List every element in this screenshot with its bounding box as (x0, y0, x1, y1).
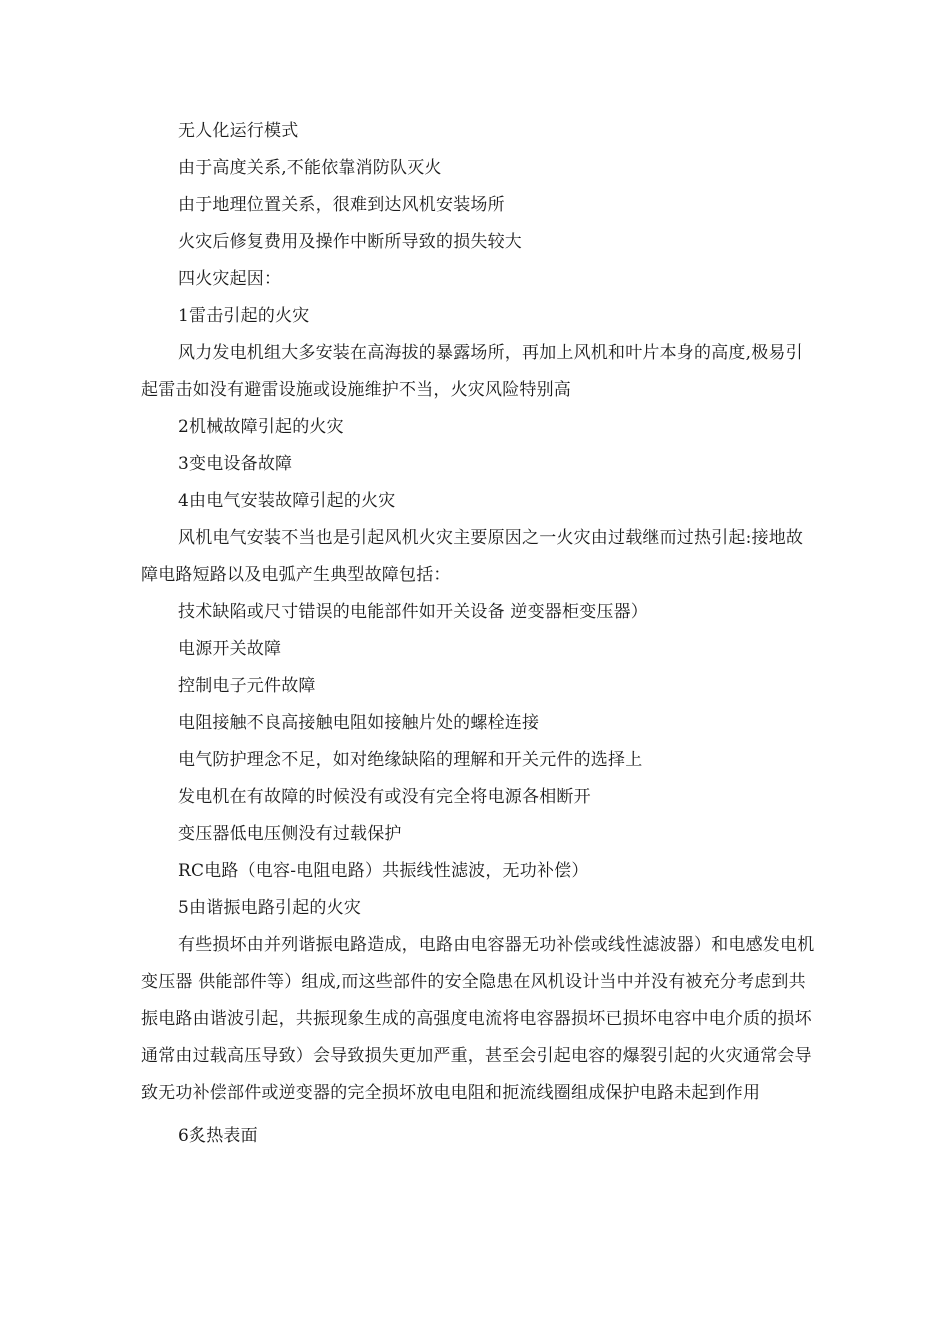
paragraph-resonant-circuit-detail: 有些损坏由并列谐振电路造成，电路由电容器无功补偿或线性滤波器）和电感发电机 变压器 供能部件等）组成,而这些部件的安全隐患在风机设计当中并没有被充分考虑到共振电路由谐波引起，共振现象生成的高强度电流将电容器损坏已损坏电容中电介质的损坏通常由过载高压导致）会导致损失更加严重，甚至会引起电容的爆裂引起的火灾通常会导致无功补偿部件或逆变器的完全损坏放电电阻和扼流线圈组成保护电路未起到作用 (141, 935, 815, 1103)
subheading-hot-surface: 6炙热表面 (178, 1126, 258, 1146)
paragraph-unmanned-mode: 无人化运行模式 (178, 121, 299, 141)
subheading-lightning-fire: 1雷击引起的火灾 (178, 306, 310, 326)
list-item-power-switch-fault: 电源开关故障 (178, 639, 282, 659)
list-item-generator-phase-disconnect: 发电机在有故障的时候没有或没有完全将电源各相断开 (178, 787, 591, 807)
paragraph-lightning-detail: 风力发电机组大多安装在高海拔的暴露场所，再加上风机和叶片本身的高度,极易引起雷击如没有避雷设施或设施维护不当，火灾风险特别高 (141, 343, 803, 400)
subheading-electrical-install-fault: 4由电气安装故障引起的火灾 (178, 491, 396, 511)
list-item-poor-contact-resistance: 电阻接触不良高接触电阻如接触片处的螺栓连接 (178, 713, 540, 733)
list-item-defective-components: 技术缺陷或尺寸错误的电能部件如开关设备 逆变器柜变压器） (178, 602, 649, 622)
subheading-substation-fault: 3变电设备故障 (178, 454, 293, 474)
paragraph-location-hard-to-reach: 由于地理位置关系，很难到达风机安装场所 (178, 195, 505, 215)
paragraph-electrical-install-detail: 风机电气安装不当也是引起风机火灾主要原因之一火灾由过载继而过热引起:接地故障电路短路以及电弧产生典型故障包括： (141, 528, 804, 585)
list-item-rc-circuit: RC电路（电容-电阻电路）共振线性滤波，无功补偿） (178, 861, 589, 881)
document-body (141, 113, 817, 1155)
list-item-transformer-overload: 变压器低电压侧没有过载保护 (178, 824, 402, 844)
section-heading-fire-causes: 四火灾起因： (178, 269, 282, 289)
list-item-control-electronics-fault: 控制电子元件故障 (178, 676, 316, 696)
paragraph-repair-cost-loss: 火灾后修复费用及操作中断所导致的损失较大 (178, 232, 522, 252)
subheading-mechanical-fault: 2机械故障引起的火灾 (178, 417, 344, 437)
list-item-insufficient-protection: 电气防护理念不足，如对绝缘缺陷的理解和开关元件的选择上 (178, 750, 643, 770)
subheading-resonant-circuit-fire: 5由谐振电路引起的火灾 (178, 898, 362, 918)
paragraph-height-no-fire-brigade: 由于高度关系,不能依靠消防队灭火 (178, 158, 442, 178)
